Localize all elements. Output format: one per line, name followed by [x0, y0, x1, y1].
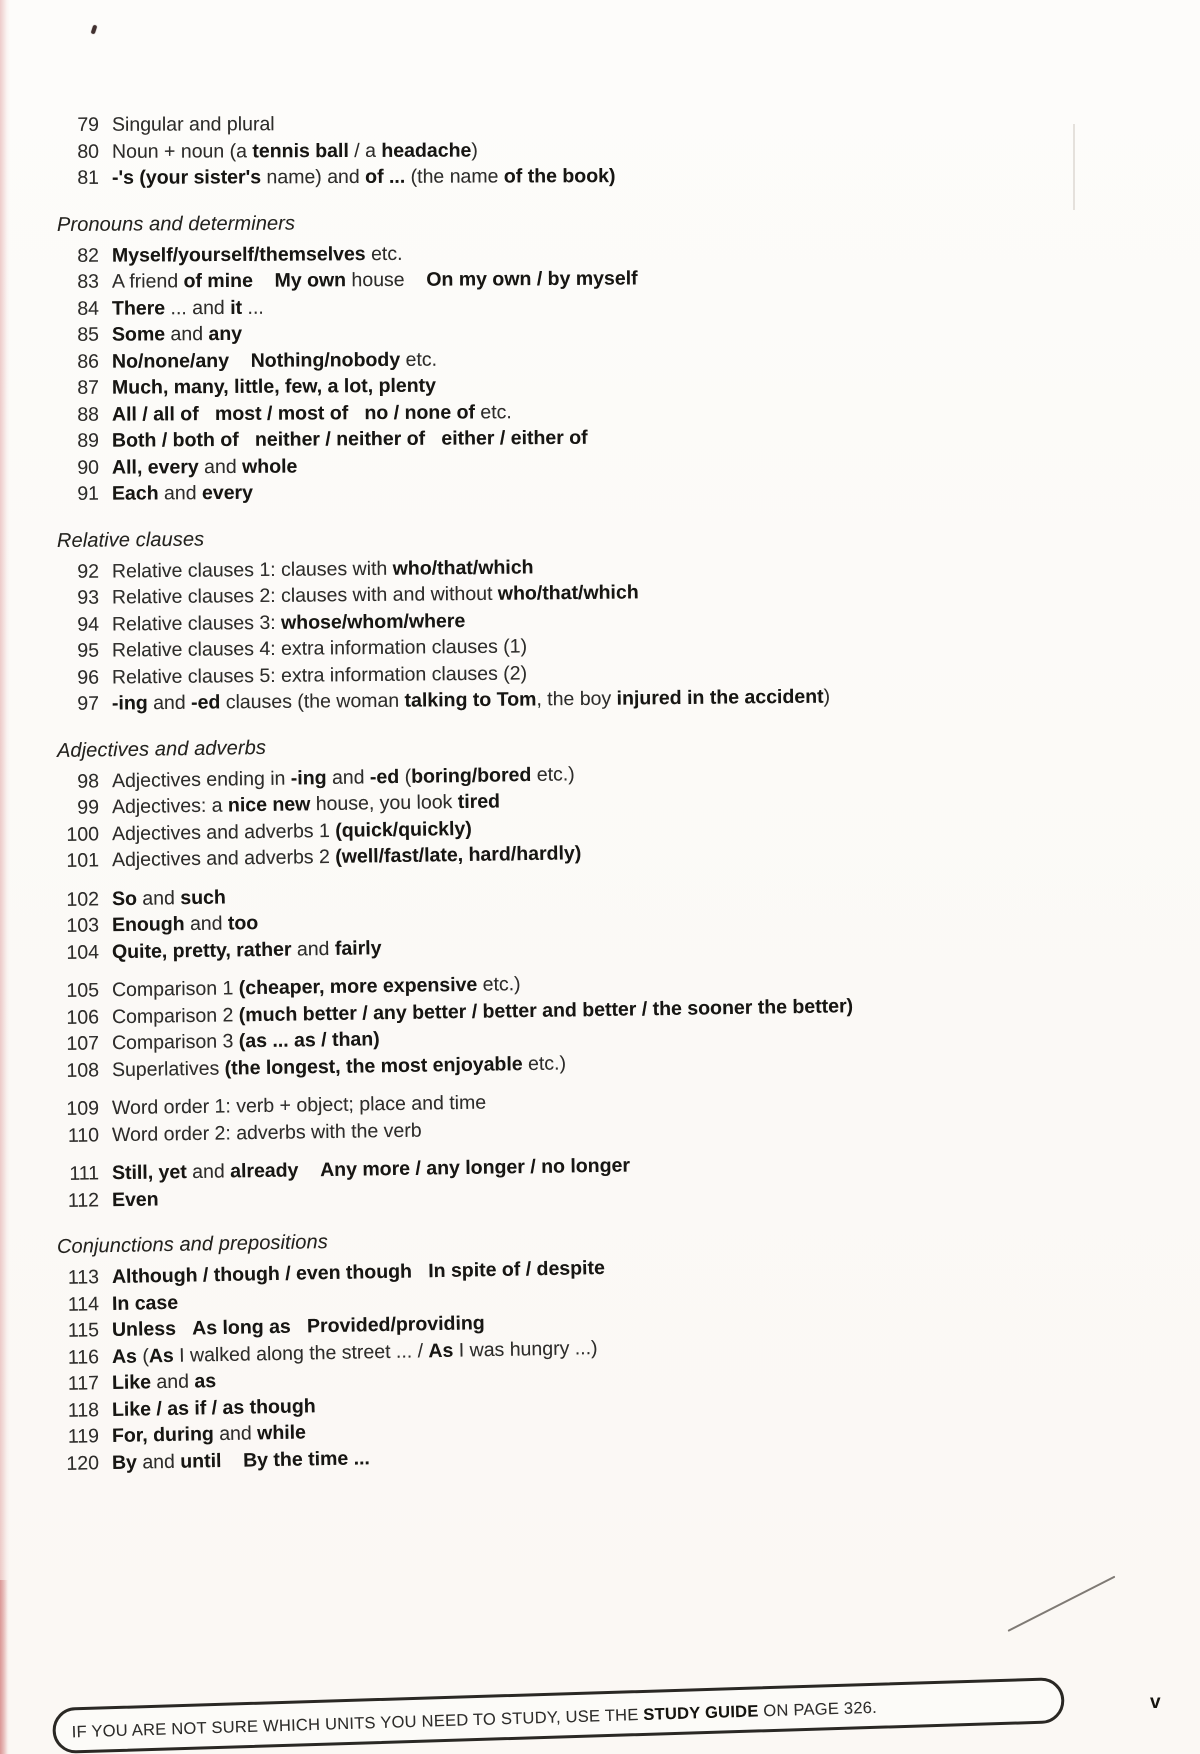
title-text [199, 403, 215, 425]
bold-term: too [227, 912, 259, 935]
unit-number: 115 [67, 1319, 100, 1342]
unit-number: 118 [67, 1398, 100, 1422]
scan-artifact-speck [91, 25, 98, 35]
bold-term: while [256, 1421, 307, 1445]
unit-number: 120 [66, 1451, 100, 1475]
bold-term: (as ... as / than) [238, 1028, 380, 1053]
title-text: and [213, 1422, 258, 1446]
unit-number: 119 [67, 1425, 100, 1448]
title-text: and [158, 482, 203, 505]
unit-number: 80 [77, 140, 100, 163]
section-heading: Pronouns and determiners [56, 212, 296, 236]
unit-number: 104 [66, 940, 100, 964]
toc-section [56, 1231, 1117, 1477]
bold-term: headache [381, 139, 472, 162]
unit-number: 116 [67, 1345, 100, 1369]
bold-term: Still, yet [111, 1161, 187, 1185]
title-text [348, 402, 364, 424]
section-heading: Adjectives and adverbs [56, 736, 267, 762]
bold-term: Each [111, 482, 159, 505]
unit-title [112, 161, 1117, 191]
unit-title [112, 108, 1117, 138]
bold-term: Myself/yourself/themselves [111, 242, 372, 267]
title-text: Relative clauses 1: clauses with [111, 557, 393, 582]
title-text [221, 1449, 243, 1471]
title-text: ( [399, 765, 412, 788]
bold-term: (quick/quickly) [335, 817, 472, 842]
bold-term: (cheaper, more expensive [238, 973, 478, 1000]
bold-term: Even [111, 1187, 159, 1211]
title-text: and [147, 691, 192, 715]
bold-term: All / all of [111, 402, 199, 426]
bold-term: whole [242, 455, 298, 478]
bold-term: -ed [369, 765, 400, 788]
title-text: clauses (the woman [220, 689, 405, 714]
title-text: name) and [266, 165, 366, 189]
title-text [229, 349, 251, 371]
bold-term: In case [111, 1291, 179, 1315]
bold-term: Much, many, little, few, a lot, plenty [111, 374, 437, 399]
title-text: etc.) [531, 762, 575, 786]
unit-number: 81 [77, 166, 100, 189]
bold-term: already [229, 1159, 299, 1183]
bold-term: So [111, 887, 138, 910]
bold-term: of the book) [503, 165, 616, 188]
title-text: house [345, 268, 405, 292]
title-text: Comparison 2 [111, 1003, 239, 1028]
title-text: / a [348, 139, 382, 162]
toc-block [57, 243, 1117, 508]
unit-number: 82 [77, 244, 100, 267]
title-text [291, 1315, 308, 1337]
title-text: Word order 2: adverbs with the verb [111, 1119, 422, 1146]
bold-term: tired [457, 790, 501, 814]
bold-term: Nothing/nobody [250, 348, 401, 372]
banner-text-after: ON PAGE 326. [758, 1698, 878, 1721]
unit-number: 99 [77, 796, 100, 819]
bold-term: All, every [111, 455, 199, 479]
banner-bold-study-guide: STUDY GUIDE [643, 1702, 759, 1724]
bold-term: No/none/any [111, 349, 230, 373]
unit-number: 88 [77, 403, 100, 426]
toc-block [57, 1154, 1117, 1214]
unit-title [112, 475, 1117, 508]
toc-block [57, 887, 1117, 967]
unit-number: 79 [77, 113, 100, 136]
bold-term: until [180, 1449, 222, 1473]
bold-term: injured in the accident [616, 685, 824, 710]
unit-number: 105 [66, 979, 100, 1002]
unit-number: 96 [77, 666, 100, 689]
bold-term: fairly [334, 936, 382, 960]
unit-number: 97 [77, 692, 100, 715]
unit-number: 112 [67, 1188, 100, 1212]
bold-term: By [111, 1451, 138, 1474]
bold-term: As [111, 1345, 138, 1368]
bold-term: On my own / by myself [426, 267, 638, 291]
title-text: Relative clauses 5: extra information clauses (2) [111, 661, 528, 688]
toc-item [57, 161, 1117, 191]
title-text: house, you look [310, 791, 458, 816]
bold-term: boring/bored [410, 763, 532, 788]
title-text: Adjectives: a [111, 794, 229, 819]
bold-term: -ed [190, 691, 221, 714]
bold-term: every [201, 481, 254, 505]
bold-term: Both / both of [111, 428, 239, 452]
title-text: and [136, 1450, 181, 1474]
unit-number: 111 [69, 1162, 100, 1185]
bold-term: either / either of [441, 426, 588, 450]
title-text [176, 1318, 193, 1340]
title-text: ... [242, 296, 264, 319]
title-text: ) [471, 139, 478, 162]
title-text: Word order 1: verb + object; place and time [111, 1091, 487, 1120]
bold-term: Quite, pretty, rather [111, 938, 292, 963]
bold-term: Like [111, 1371, 152, 1394]
title-text: Adjectives ending in [111, 767, 292, 792]
title-text: and [326, 765, 371, 789]
title-text [412, 1260, 429, 1282]
unit-number: 113 [67, 1266, 100, 1289]
toc-block [57, 1091, 1117, 1149]
unit-title [112, 135, 1117, 165]
bold-term: Unless [111, 1317, 177, 1341]
bold-term: By the time ... [242, 1446, 371, 1472]
bold-term: As long as [191, 1315, 291, 1340]
bold-term: Although / though / even though [111, 1260, 413, 1288]
title-text: ) [823, 685, 831, 708]
title-text: and [184, 912, 229, 936]
title-text: Comparison 1 [111, 977, 239, 1002]
bold-term: nice new [227, 793, 311, 817]
unit-number: 114 [67, 1292, 100, 1316]
unit-number: 103 [66, 914, 100, 937]
title-text: etc. [370, 242, 403, 265]
unit-number: 91 [77, 482, 100, 505]
bold-term: There [111, 296, 166, 320]
unit-number: 100 [66, 822, 100, 846]
bold-term: (well/fast/late, hard/hardly) [335, 842, 582, 868]
toc-item [57, 475, 1117, 508]
bold-term: Provided/providing [306, 1312, 485, 1338]
title-text [425, 428, 441, 450]
toc-block [57, 1256, 1117, 1477]
unit-number: 92 [77, 560, 100, 583]
bold-term: any [208, 322, 243, 346]
title-text [253, 270, 275, 292]
bold-term: tennis ball [252, 139, 349, 162]
unit-number: 87 [77, 376, 100, 399]
bold-term: talking to Tom [404, 688, 537, 712]
unit-number: 89 [77, 429, 100, 452]
title-text: etc. [474, 400, 512, 423]
title-text: etc. [400, 348, 438, 371]
toc-block [57, 112, 1117, 192]
title-text: ... and [165, 296, 231, 319]
title-text: ( [136, 1344, 150, 1368]
title-text: I walked along the street ... / [173, 1339, 429, 1367]
title-text: Comparison 3 [111, 1030, 239, 1055]
title-text: and [198, 455, 243, 478]
banner-text-before: IF YOU ARE NOT SURE WHICH UNITS YOU NEED TO STUDY, USE THE [71, 1705, 644, 1742]
title-text: etc.) [522, 1051, 567, 1075]
toc-item [57, 135, 1117, 165]
title-text: A friend [111, 270, 184, 293]
bold-term: such [180, 885, 226, 909]
bold-term: Any more / any longer / no longer [319, 1154, 631, 1182]
bold-term: My own [274, 269, 347, 292]
title-text: Relative clauses 3: [111, 611, 282, 635]
bold-term: neither / neither of [254, 427, 426, 451]
bold-term: whose/whom/where [280, 609, 466, 634]
title-text [239, 429, 255, 451]
toc-section [57, 528, 1117, 718]
unit-number: 84 [77, 297, 100, 320]
scan-artifact-page-curl [1008, 1576, 1116, 1632]
title-text [405, 269, 427, 291]
bold-term: who/that/which [392, 555, 534, 580]
bold-term: who/that/which [497, 581, 639, 605]
bold-term: as [194, 1370, 217, 1393]
title-text: Adjectives and adverbs 2 [111, 845, 336, 872]
title-text: (the name [410, 165, 504, 188]
bold-term: of ... [365, 165, 411, 188]
page-number: v [1150, 1692, 1161, 1713]
unit-number: 101 [66, 849, 100, 872]
toc-section [57, 112, 1117, 192]
title-text: etc.) [477, 973, 521, 996]
bold-term: -'s (your sister's [111, 166, 267, 189]
unit-number: 86 [77, 350, 100, 373]
unit-number: 107 [66, 1032, 100, 1055]
unit-number: 110 [67, 1123, 100, 1147]
toc-item [57, 108, 1117, 138]
title-text: Relative clauses 2: clauses with and without [111, 582, 498, 609]
title-text: Superlatives [111, 1057, 225, 1081]
page-edge-pink [0, 0, 10, 1754]
bold-term: Some [111, 323, 166, 346]
bold-term: As [428, 1339, 454, 1362]
bold-term: of mine [183, 269, 253, 293]
unit-number: 108 [66, 1058, 100, 1082]
toc-section [57, 212, 1117, 508]
title-text: and [291, 937, 336, 961]
bold-term: For, during [111, 1423, 214, 1447]
unit-number: 83 [77, 270, 100, 293]
study-guide-banner [52, 1677, 1065, 1754]
title-text: and [165, 323, 209, 346]
bold-term: most / most of [214, 401, 349, 425]
title-text: and [136, 886, 181, 910]
unit-number: 85 [77, 323, 100, 346]
title-text: Singular and plural [111, 113, 275, 136]
title-text: Noun + noun (a [111, 139, 253, 163]
toc-section [57, 738, 1117, 1215]
title-text: I was hungry ...) [453, 1336, 598, 1362]
bold-term: (the longest, the most enjoyable [224, 1052, 523, 1080]
unit-number: 109 [66, 1097, 100, 1120]
bold-term: As [148, 1344, 174, 1367]
unit-number: 98 [77, 769, 100, 793]
toc-block [57, 973, 1117, 1084]
unit-number: 94 [77, 613, 100, 636]
title-text: and [186, 1160, 231, 1184]
bold-term: In spite of / despite [428, 1256, 606, 1283]
unit-number: 95 [77, 639, 100, 662]
section-heading: Conjunctions and prepositions [56, 1231, 329, 1258]
title-text [298, 1159, 320, 1181]
bold-term: it [230, 296, 243, 319]
unit-number: 106 [66, 1005, 100, 1029]
page-edge-pink-bottom [0, 1580, 8, 1754]
title-text: Adjectives and adverbs 1 [111, 819, 336, 845]
section-heading: Relative clauses [56, 528, 205, 552]
unit-number: 117 [67, 1372, 100, 1395]
bold-term: -ing [290, 766, 327, 790]
bold-term: (much better / any better / better and better / the sooner the better) [238, 994, 854, 1026]
bold-term: Enough [111, 913, 185, 937]
unit-number: 90 [77, 456, 100, 479]
toc-block [57, 555, 1117, 718]
toc [57, 112, 1117, 1477]
title-text: and [150, 1370, 195, 1394]
title-text: Relative clauses 4: extra information clauses (1) [111, 635, 528, 662]
title-text: , the boy [536, 687, 617, 711]
toc-block [57, 762, 1117, 875]
bold-term: -ing [111, 692, 148, 715]
bold-term: no / none of [364, 400, 476, 424]
bold-term: Like / as if / as though [111, 1394, 316, 1421]
unit-number: 102 [66, 887, 100, 911]
unit-number: 93 [77, 586, 100, 609]
